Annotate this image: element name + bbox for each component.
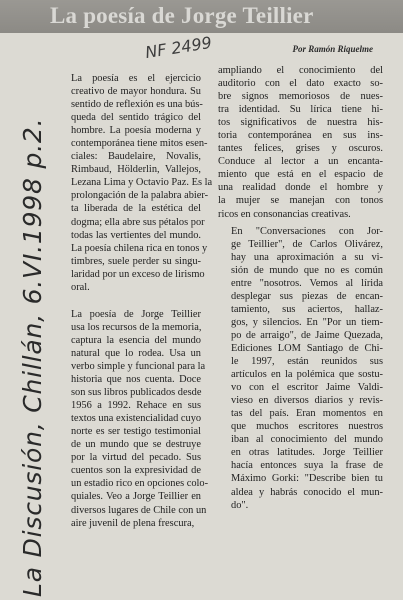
text-line: en otras latitudes. Jorge Teillier: [231, 447, 383, 459]
text-line: do".: [231, 499, 249, 511]
text-line: sión de mundo que no es común: [231, 264, 383, 276]
text-line: La poesía de Jorge Teillier: [71, 308, 201, 320]
text-line: tos significativos de nuestra his-: [218, 117, 383, 129]
text-line: ampliando el conocimiento del: [218, 65, 383, 76]
text-line: la mujer se manejan con tonos: [218, 195, 383, 207]
text-line: sentido de reflexión es una bús-: [71, 99, 203, 111]
text-line: ta liberada de la estética del: [71, 203, 201, 215]
text-line: po de arraigo", de Jaime Quezada,: [231, 329, 383, 341]
text-line: todas las vertientes del mundo.: [71, 229, 201, 241]
byline: Por Ramón Riquelme: [292, 44, 373, 54]
text-line: un estadio rico en opciones colo-: [71, 478, 209, 490]
text-line: queda del sentido trágico del: [71, 112, 201, 124]
text-line: hombre. La poesía moderna y: [71, 125, 201, 137]
handwritten-reference-number: NF 2499: [143, 32, 214, 63]
text-line: natural que lo rodea. Usa un: [71, 347, 201, 359]
text-line: gos, y silencios. En "Por un tiem-: [231, 316, 383, 328]
text-line: textos una existencialidad cuyo: [71, 413, 202, 425]
text-line: vo con el escritor Jaime Valdi-: [231, 382, 383, 394]
text-line: tantes felices, grises y oscuros.: [218, 143, 383, 155]
text-line: diversos lugares de Chile con un: [71, 504, 207, 516]
text-line: auditorio con el dato exacto so-: [218, 78, 383, 90]
text-line: entre "nosotros. Vemos al lírida: [231, 277, 383, 289]
text-line: La poesía es el ejercicio: [71, 73, 201, 84]
text-line: hay una aproximación a su vi-: [231, 251, 383, 263]
text-line: La poesía chilena rica en tonos y: [71, 242, 208, 254]
text-line: quiales. Veo a Jorge Teillier en: [71, 491, 201, 503]
article-title: La poesía de Jorge Teillier: [50, 3, 314, 28]
text-line: desplegar sus piezas de encan-: [231, 290, 383, 302]
text-line: ricos en consonancias creativas.: [218, 208, 351, 220]
text-line: oral.: [71, 281, 90, 293]
text-line: le 1997, están reunidos sus: [231, 356, 383, 368]
text-line: de un mundo que se destruye: [71, 439, 201, 451]
left-column: [58, 72, 213, 530]
text-line: tra identidad. Su lírica tiene hi-: [218, 104, 383, 116]
right-paragraph-2: [218, 225, 383, 512]
left-paragraph-2: [58, 308, 209, 530]
text-line: tamiento, sus aciertos, hallaz-: [231, 303, 383, 315]
text-line: historia que nos cuenta. Doce: [71, 374, 201, 386]
text-line: Lezana Lima y Octavio Paz. Es la: [71, 177, 213, 189]
text-line: contemporánea tiene mitos esen-: [71, 138, 208, 150]
text-line: tas del país. Eran momentos en: [231, 408, 383, 420]
text-line: timbres, suele perder su singu-: [71, 255, 201, 267]
text-line: Ediciones LOM Santiago de Chi-: [231, 342, 383, 354]
text-line: norte es ser testigo testimonial: [71, 426, 201, 438]
text-line: laridad por un exceso de lirismo: [71, 268, 205, 280]
left-paragraph-1: [58, 72, 213, 294]
text-line: por la virtud del pecado. Sus: [71, 452, 201, 464]
text-line: miento que está en el espacio de: [218, 169, 383, 181]
right-paragraph-1: [218, 64, 383, 221]
text-line: una realidad donde el hombre y: [218, 182, 383, 194]
text-line: que muchos escritores nuestros: [231, 421, 383, 433]
text-line: ge Teillier", de Carlos Olivárez,: [231, 238, 383, 250]
text-line: captura la esencia del mundo: [71, 334, 201, 346]
text-line: usa los recursos de la memoria,: [71, 321, 202, 333]
text-line: creativo de mayor hondura. Su: [71, 86, 201, 98]
text-line: Conduce al lector a un encanta-: [218, 156, 383, 168]
text-line: vieso en diversos diarios y revis-: [231, 395, 383, 407]
text-line: artículos en la polémica que sostu-: [231, 369, 383, 381]
text-line: prolongación de la palabra abier-: [71, 190, 209, 202]
text-line: iban al conocimiento del mundo: [231, 434, 383, 446]
text-line: hacía entonces suya la frase de: [231, 460, 383, 472]
text-line: ciales: Baudelaire, Novalis,: [71, 151, 201, 163]
text-line: bre signos memoriosos de nues-: [218, 91, 383, 103]
text-line: cuentos son la expresividad de: [71, 465, 201, 477]
text-line: son sus libros publicados desde: [71, 387, 202, 399]
title-banner: [0, 0, 403, 33]
handwritten-source-note: La Discusión, Chillán, 6.VI.1998 p.2.: [18, 117, 47, 597]
text-line: Máximo Gorki: "Describe bien tu: [231, 473, 383, 485]
text-line: Rimbaud, Hölderlin, Vallejos,: [71, 164, 201, 176]
text-line: 1956 a 1992. Rehace en sus: [71, 400, 201, 412]
text-line: aire juvenil de plena frescura,: [71, 517, 195, 529]
text-line: En "Conversaciones con Jor-: [231, 225, 383, 237]
text-line: dogma; ella abre sus pétalos por: [71, 216, 205, 228]
text-line: aldea y habrás conocido el mun-: [231, 486, 383, 498]
text-line: verbo simple y funcional para la: [71, 360, 206, 372]
right-column: [218, 64, 383, 512]
text-line: toria contemporánea en sus ins-: [218, 130, 383, 142]
